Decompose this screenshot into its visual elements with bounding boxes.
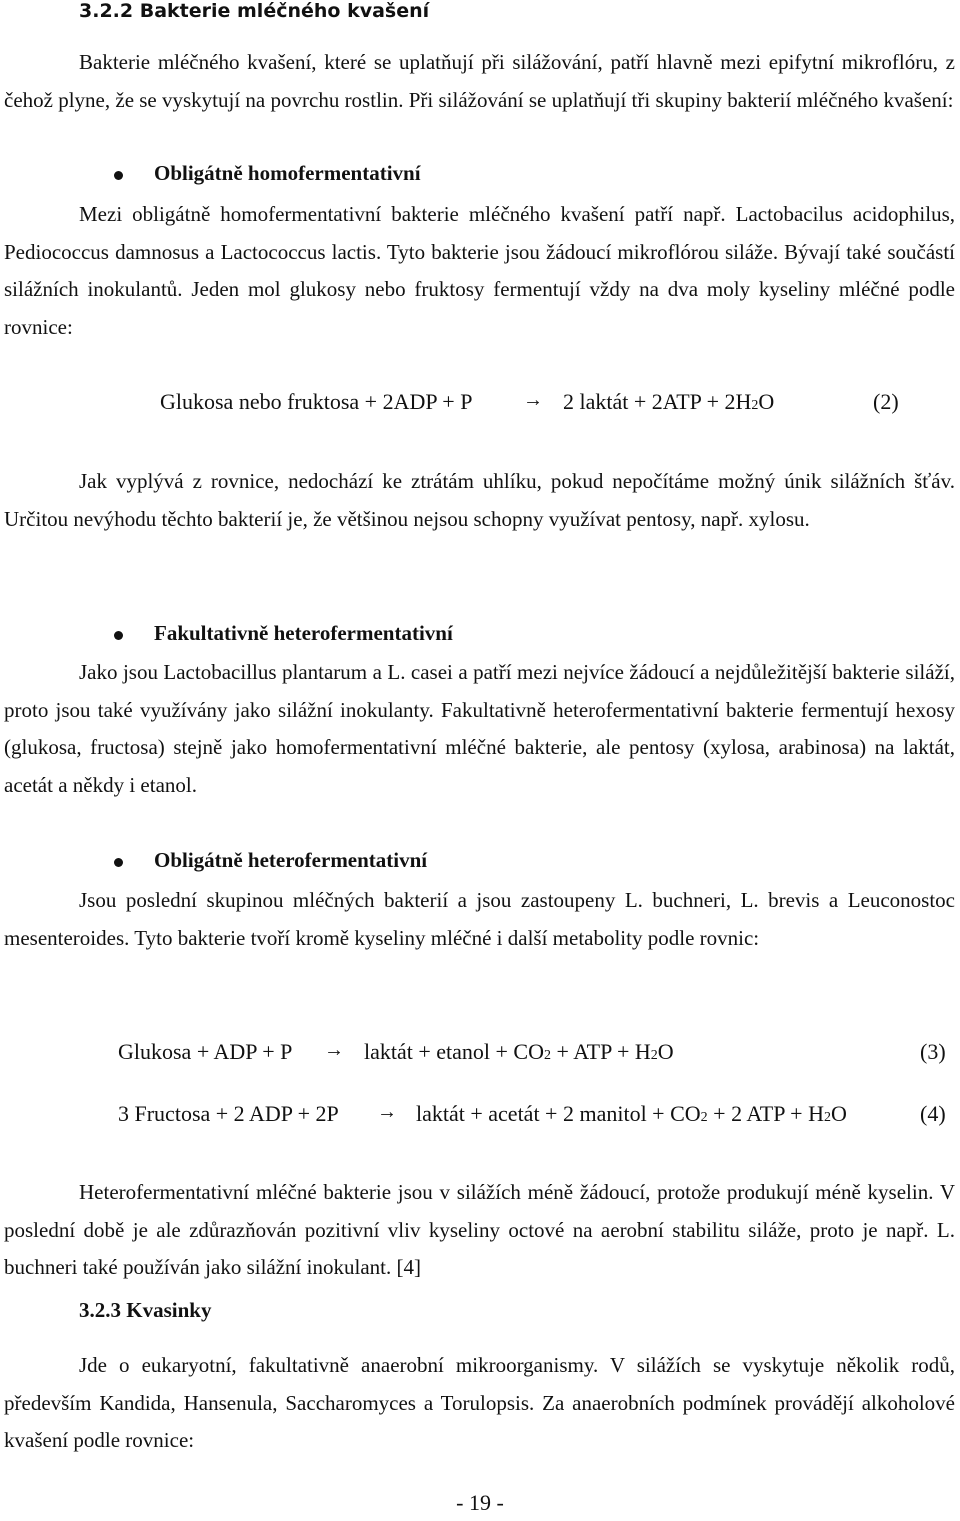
equation-left-side: Glukosa nebo fruktosa + 2ADP + P bbox=[160, 389, 473, 414]
facultative-paragraph: Jako jsou Lactobacillus plantarum a L. casei a patří mezi nejvíce žádoucí a nejdůležitější bakterie siláží, proto jsou také využívány jako silážní inokulanty. Fakultativně heterofermentativní bakterie fermentují hexosy (glukosa, fructosa) stejně jako homofermentativní mléčné bakterie, ale pentosy (xylosa, arabinosa) na laktát, acetát a někdy i etanol. bbox=[4, 660, 955, 797]
bullet-icon bbox=[114, 858, 123, 867]
equation-right-side: laktát + etanol + CO2 + ATP + H2O bbox=[364, 1039, 674, 1064]
after-equation-4-paragraph: Heterofermentativní mléčné bakterie jsou v silážích méně žádoucí, protože produkují méně kyselin. V poslední době je ale zdůrazňován pozitivní vliv kyseliny octové na aerobní stabilitu siláže, proto je např. L. buchneri také používán jako silážní inokulant. [4] bbox=[4, 1180, 955, 1279]
reaction-arrow-icon: → bbox=[324, 1039, 344, 1061]
yeasts-paragraph: Jde o eukaryotní, fakultativně anaerobní mikroorganismy. V silážích se vyskytuje několik rodů, především Kandida, Hansenula, Saccharomyces a Torulopsis. Za anaerobních podmínek provádějí alkoholové kvašení podle rovnice: bbox=[4, 1353, 955, 1452]
equation-number: (3) bbox=[920, 1039, 946, 1064]
after-equation-2-paragraph: Jak vyplývá z rovnice, nedochází ke ztrátám uhlíku, pokud nepočítáme možný únik silážních šťáv. Určitou nevýhodu těchto bakterií je, že většinou nejsou schopny využívat pentosy, např. xylosu. bbox=[4, 469, 955, 531]
intro-paragraph: Bakterie mléčného kvašení, které se uplatňují při silážování, patří hlavně mezi epifytní mikroflóru, z čehož plyne, že se vyskytují na povrchu rostlin. Při silážování se uplatňují tři skupiny bakterií mléčného kvašení: bbox=[4, 50, 955, 112]
bullet-title: Fakultativně heterofermentativní bbox=[154, 621, 453, 645]
section-heading-3-2-2: 3.2.2 Bakterie mléčného kvašení bbox=[79, 0, 430, 22]
bullet-title: Obligátně heterofermentativní bbox=[154, 848, 428, 872]
equation-right-side: laktát + acetát + 2 manitol + CO2 + 2 ATP + H2O bbox=[416, 1101, 847, 1126]
bullet-facultative-heterofermentative bbox=[0, 621, 960, 651]
equation-left-side: 3 Fructosa + 2 ADP + 2P bbox=[118, 1101, 339, 1126]
obligate-heterofermentative-paragraph: Jsou poslední skupinou mléčných bakterií a jsou zastoupeny L. buchneri, L. brevis a Leuconostoc mesenteroides. Tyto bakterie tvoří kromě kyseliny mléčné i další metabolity podle rovnic: bbox=[4, 888, 955, 950]
bullet-obligate-heterofermentative bbox=[0, 848, 960, 878]
page-number: - 19 - bbox=[456, 1490, 504, 1515]
equation-4 bbox=[118, 1101, 954, 1131]
section-heading-3-2-3: 3.2.3 Kvasinky bbox=[79, 1298, 212, 1322]
equation-number: (4) bbox=[920, 1101, 946, 1126]
equation-2 bbox=[160, 389, 920, 419]
bullet-icon bbox=[114, 631, 123, 640]
reaction-arrow-icon: → bbox=[523, 389, 543, 411]
reaction-arrow-icon: → bbox=[377, 1101, 397, 1123]
bullet-obligate-homofermentative bbox=[0, 161, 960, 191]
equation-3 bbox=[118, 1039, 954, 1069]
equation-right-side: 2 laktát + 2ATP + 2H2O bbox=[563, 389, 775, 414]
equation-number: (2) bbox=[873, 389, 899, 414]
equation-left-side: Glukosa + ADP + P bbox=[118, 1039, 293, 1064]
homofermentative-paragraph: Mezi obligátně homofermentativní bakterie mléčného kvašení patří např. Lactobacilus acidophilus, Pediococcus damnosus a Lactococcus lactis. Tyto bakterie jsou žádoucí mikroflórou siláže. Bývají také součástí silážních inokulantů. Jeden mol glukosy nebo fruktosy fermentují vždy na dva moly kyseliny mléčné podle rovnice: bbox=[4, 202, 955, 339]
bullet-title: Obligátně homofermentativní bbox=[154, 161, 421, 185]
bullet-icon bbox=[114, 171, 123, 180]
